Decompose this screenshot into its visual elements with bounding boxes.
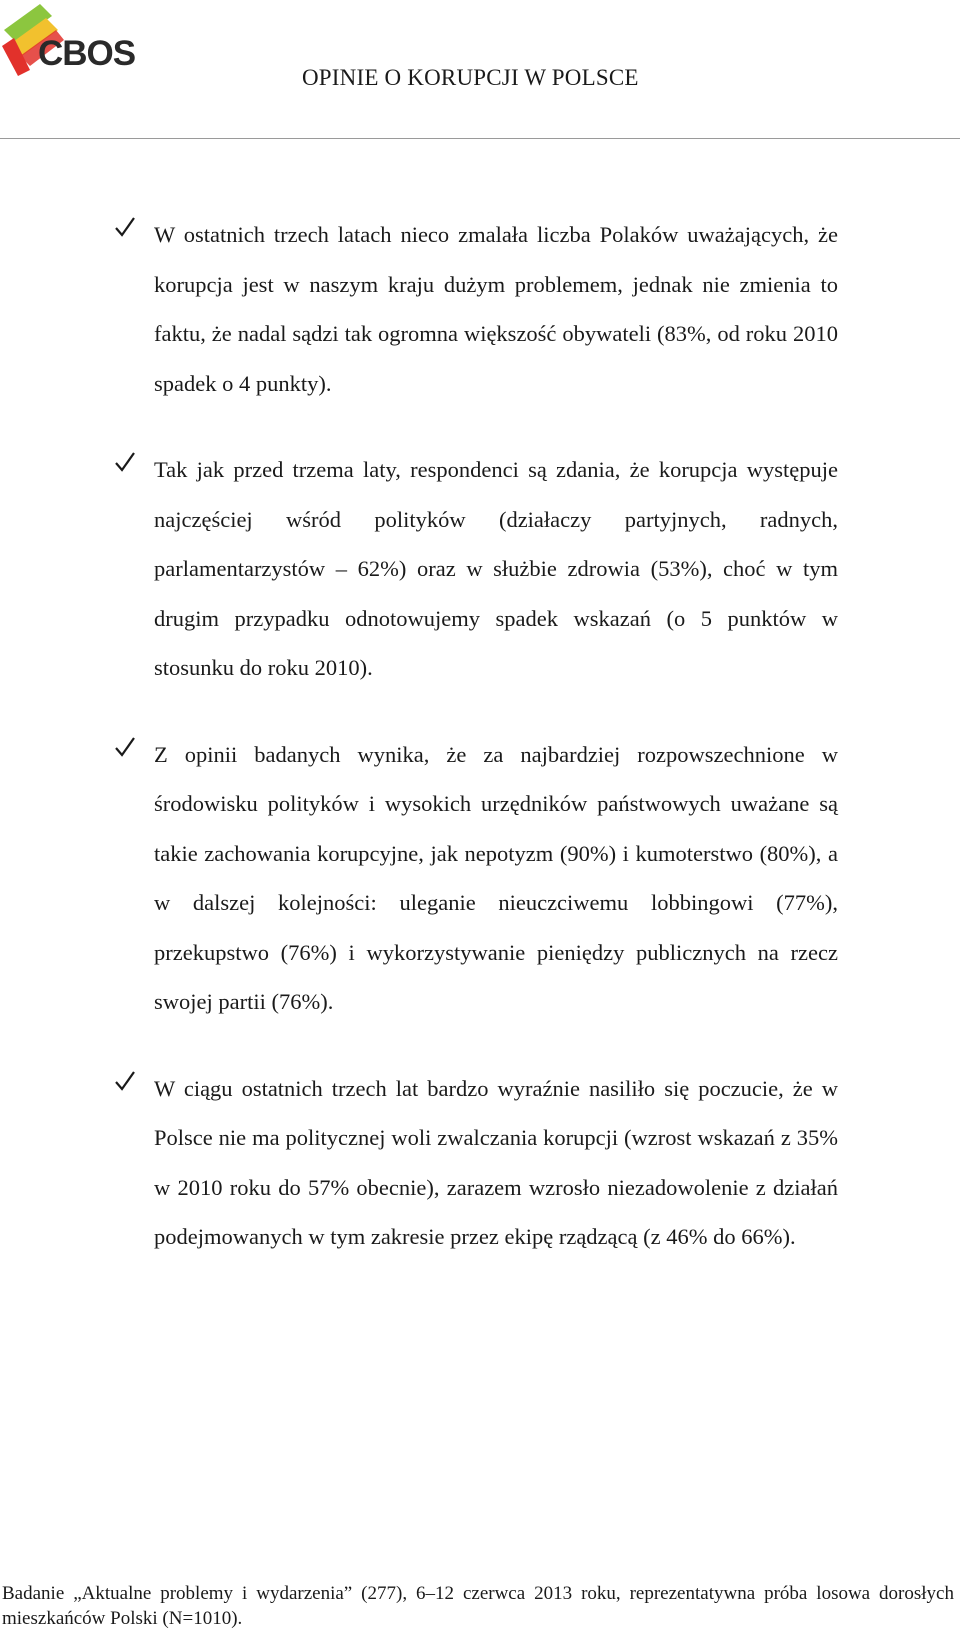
page-title: OPINIE O KORUPCJI W POLSCE <box>302 65 639 90</box>
footer-note: Badanie „Aktualne problemy i wydarzenia” (277), 6–12 czerwca 2013 roku, reprezentatywna próba losowa dorosłych mieszkańców Polski (N=1010). <box>2 1583 954 1629</box>
checkmark-icon <box>114 1070 136 1092</box>
bullet-text: W ciągu ostatnich trzech lat bardzo wyraźnie nasiliło się poczucie, że w Polsce nie ma politycznej woli zwalczania korupcji (wzrost wskazań z 35% w 2010 roku do 57% obecnie), zarazem wzrosło niezadowolenie z działań podejmowanych w tym zakresie przez ekipę rządzącą (z 46% do 66%). <box>154 1075 838 1249</box>
checkmark-icon <box>114 736 136 758</box>
checkmark-icon <box>114 451 136 473</box>
bullet-text: W ostatnich trzech latach nieco zmalała liczba Polaków uważających, że korupcja jest w naszym kraju dużym problemem, jednak nie zmienia to faktu, że nadal sądzi tak ogromna większość obywateli (83%, od roku 2010 spadek o 4 punkty). <box>154 222 838 396</box>
cbos-logo <box>0 0 150 80</box>
bullet-list <box>114 222 838 1311</box>
logo-text: CBOS <box>38 34 136 73</box>
bullet-text: Z opinii badanych wynika, że za najbardziej rozpowszechnione w środowisku polityków i wysokich urzędników państwowych uważane są takie zachowania korupcyjne, jak nepotyzm (90%) i kumoterstwo (80%), a w dalszej kolejności: uleganie nieuczciwemu lobbingowi (77%), przekupstwo (76%) i wykorzystywanie pieniędzy publicznych na rzecz swojej partii (76%). <box>154 741 838 1014</box>
bullet-text: Tak jak przed trzema laty, respondenci są zdania, że korupcja występuje najczęściej wśród polityków (działaczy partyjnych, radnych, parlamentarzystów – 62%) oraz w służbie zdrowia (53%), choć w tym drugim przypadku odnotowujemy spadek wskazań (o 5 punktów w stosunku do roku 2010). <box>154 457 838 680</box>
checkmark-icon <box>114 216 136 238</box>
list-item <box>114 445 838 693</box>
list-item <box>114 730 838 1027</box>
list-item <box>114 1064 838 1262</box>
header-divider <box>0 138 960 139</box>
list-item <box>114 210 838 408</box>
